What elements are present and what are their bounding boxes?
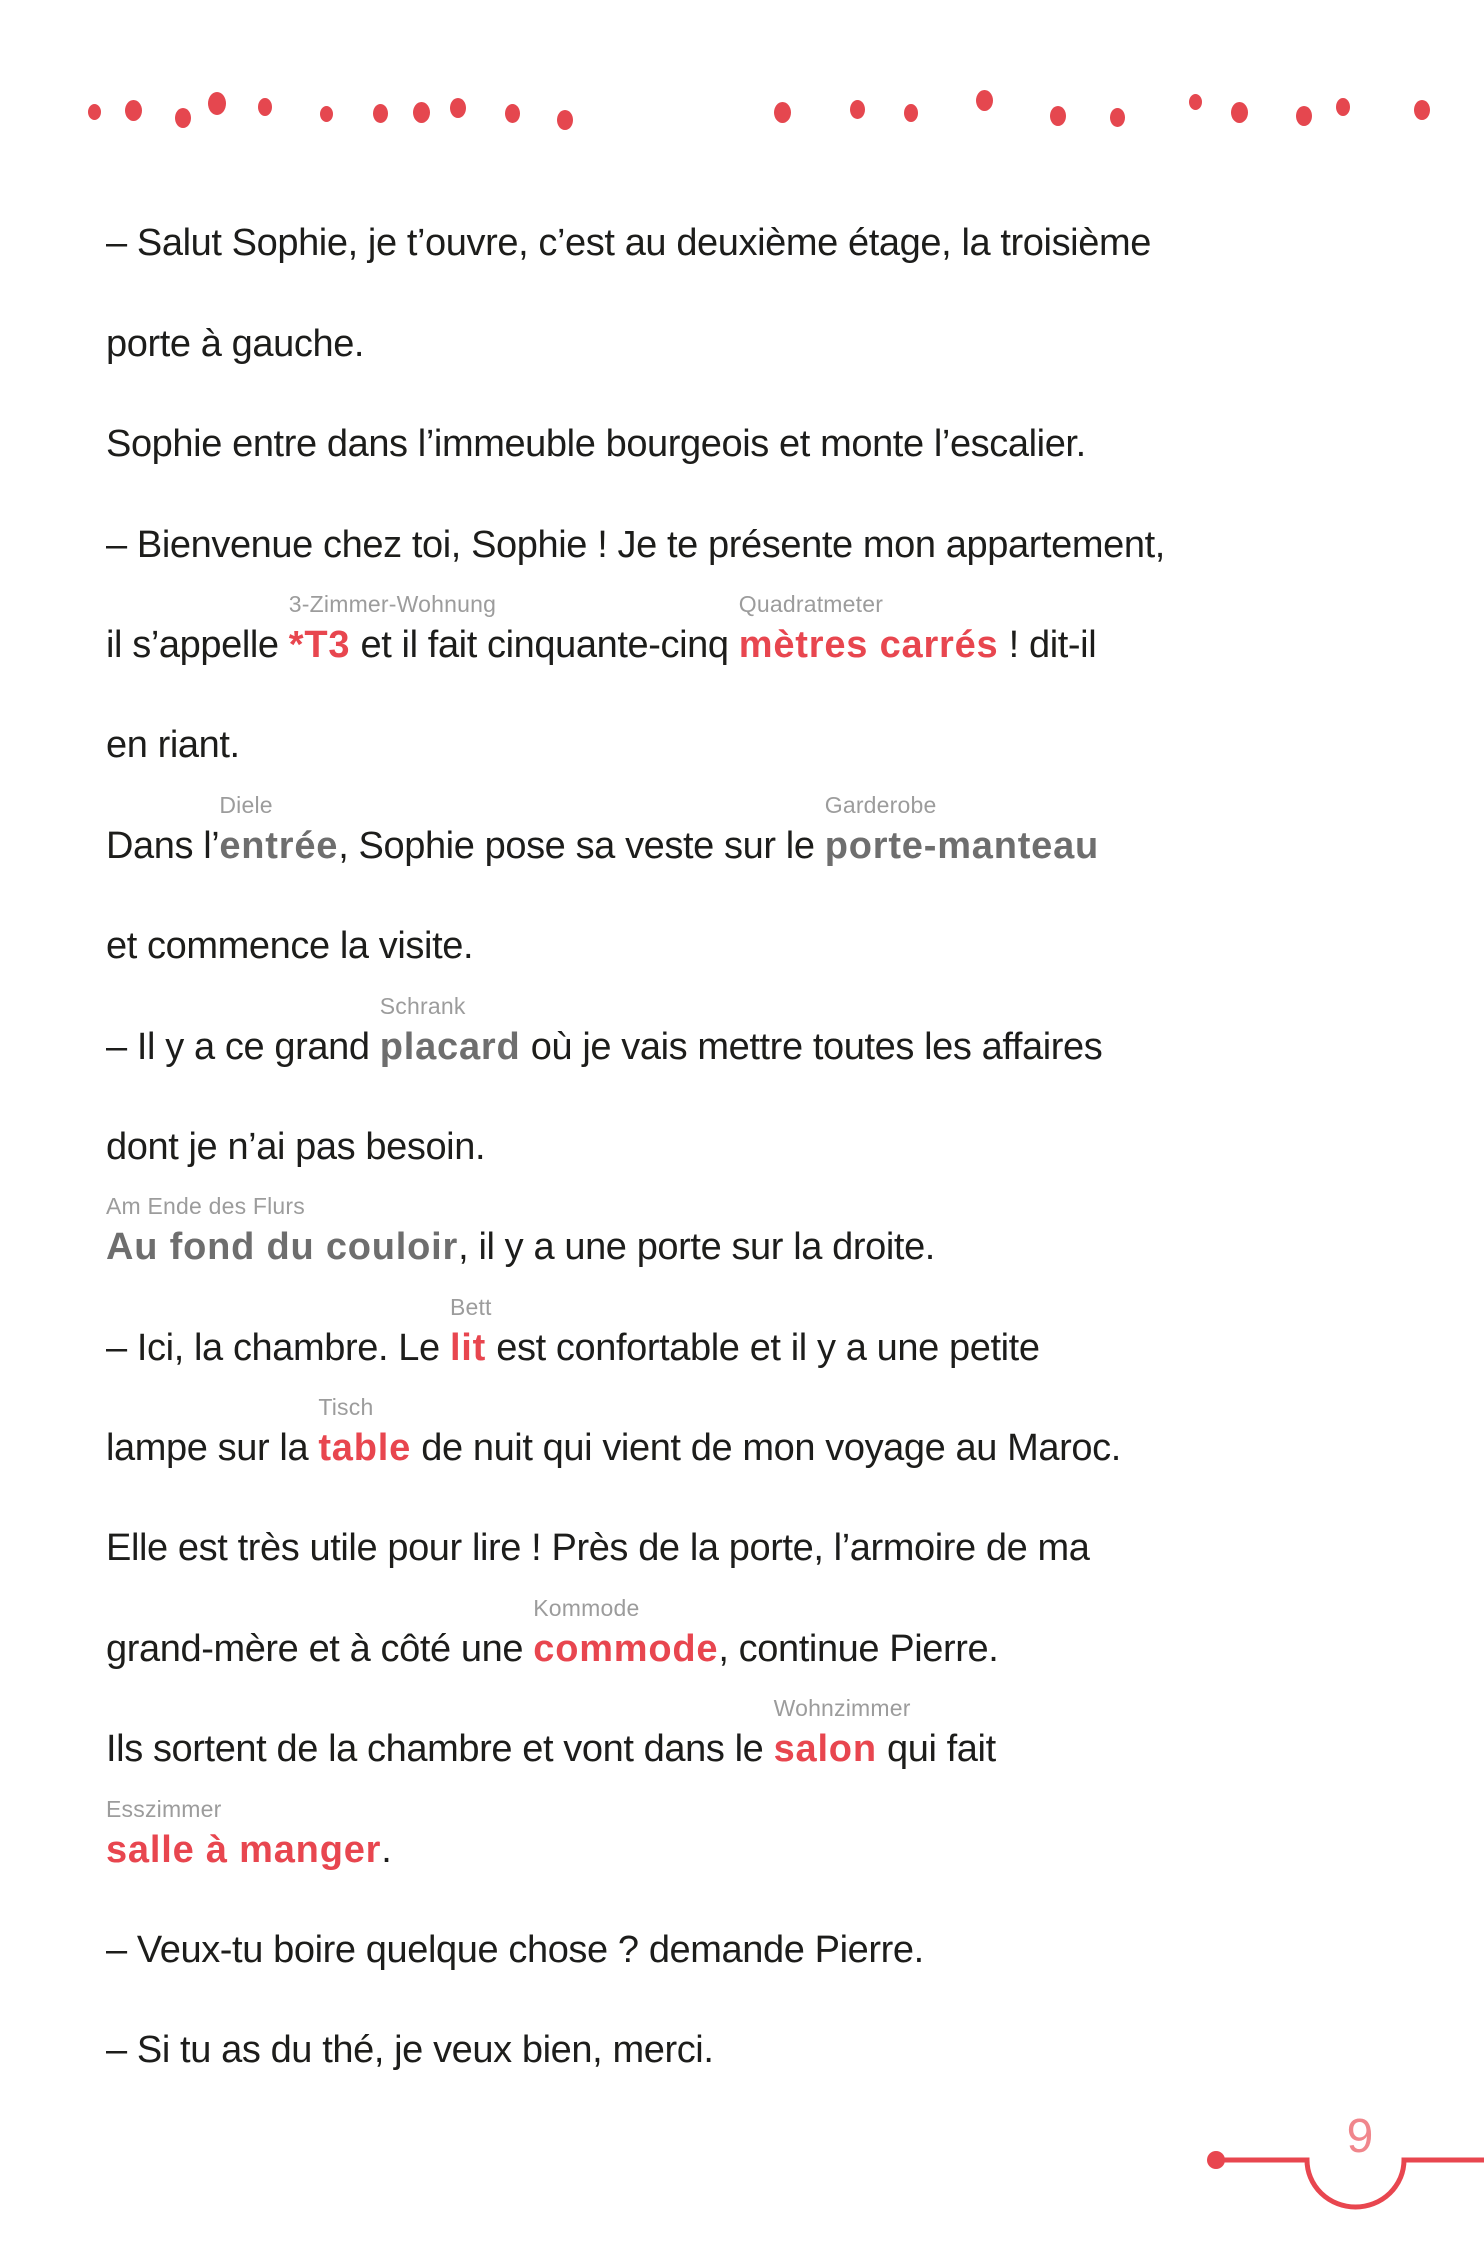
decorative-dot: [125, 100, 142, 121]
text-line-content: [106, 321, 364, 367]
german-annotation: Esszimmer: [106, 1795, 222, 1822]
text-line-content: [106, 220, 1151, 266]
german-annotation: Diele: [219, 791, 273, 818]
text-line-content: [106, 1124, 485, 1170]
text-segment: où je vais mettre toutes les affaires: [520, 1025, 1103, 1068]
text-segment: Elle est très utile pour lire ! Près de la porte, l’armoire de ma: [106, 1527, 1090, 1570]
text-segment: Sophie entre dans l’immeuble bourgeois et monte l’escalier.: [106, 423, 1086, 466]
text-segment: et commence la visite.: [106, 925, 474, 968]
text-segment: et il fait cinquante-cinq: [350, 623, 739, 666]
german-annotation: Quadratmeter: [738, 590, 884, 617]
text-line-content: [106, 1193, 935, 1270]
text-line: [106, 1170, 1426, 1270]
text-line-content: [106, 1594, 999, 1672]
decorative-dot: [208, 92, 226, 115]
text-line: [106, 1873, 1426, 1973]
text-line-content: [106, 1394, 1121, 1471]
vocab-word: 3-Zimmer-Wohnung *T3: [288, 590, 497, 666]
page-number: 9: [1346, 2110, 1374, 2163]
vocab-word: Tisch table: [318, 1394, 412, 1470]
german-annotation: Bett: [449, 1293, 492, 1320]
decorative-dot: [505, 104, 520, 123]
decorative-dot: [1336, 98, 1350, 116]
text-line-content: [106, 522, 1165, 568]
text-line: [106, 1571, 1426, 1671]
text-line: [106, 568, 1426, 668]
decorative-dot: [557, 110, 573, 130]
vocab-word: Schrank placard: [379, 992, 521, 1068]
text-line: [106, 1471, 1426, 1571]
vocab-word: Bett lit: [449, 1293, 492, 1369]
text-line-content: [106, 1293, 1040, 1371]
decorative-dot: [1189, 94, 1202, 110]
german-annotation: Kommode: [533, 1594, 640, 1621]
text-line-content: [106, 1525, 1090, 1571]
text-line-content: [106, 590, 1097, 668]
text-line: [106, 768, 1426, 868]
decorative-dot: [258, 98, 272, 116]
text-segment: , Sophie pose sa veste sur le: [338, 824, 825, 867]
text-line-content: [106, 1795, 392, 1873]
text-segment: – Il y a ce grand: [106, 1025, 380, 1068]
text-segment: – Bienvenue chez toi, Sophie ! Je te présente mon appartement,: [106, 523, 1165, 566]
text-line-content: [106, 923, 473, 969]
vocab-word: Garderobe porte-manteau: [824, 791, 1100, 867]
text-line-content: [106, 791, 1100, 869]
text-line: [106, 367, 1426, 467]
footer-line-path: [1216, 2160, 1484, 2207]
vocab-word: Am Ende des Flurs Au fond du couloir: [106, 1193, 459, 1269]
text-line-content: [106, 2027, 714, 2073]
decorative-dot: [1296, 106, 1312, 126]
decorative-dot: [1110, 108, 1125, 127]
text-block: [106, 166, 1426, 2073]
vocab-word: Kommode commode: [533, 1594, 719, 1670]
text-segment: , continue Pierre.: [718, 1627, 999, 1670]
vocab-word: Diele entrée: [219, 791, 339, 867]
decorative-dot: [450, 98, 466, 118]
text-line: [106, 1672, 1426, 1772]
vocab-word: Wohnzimmer salon: [773, 1695, 911, 1771]
german-annotation: Am Ende des Flurs: [106, 1193, 305, 1220]
decorative-dot: [320, 106, 333, 122]
text-segment: , il y a une porte sur la droite.: [458, 1226, 935, 1269]
text-line: [106, 969, 1426, 1069]
text-line: [106, 1973, 1426, 2073]
text-line-content: [106, 421, 1086, 467]
german-annotation: Garderobe: [824, 791, 937, 818]
text-line: [106, 668, 1426, 768]
text-line-content: [106, 992, 1103, 1070]
decorative-dots-row: [0, 86, 1484, 130]
vocab-word: Quadratmeter mètres carrés: [738, 590, 999, 666]
decorative-dot: [373, 104, 388, 123]
page-footer: [1202, 2098, 1484, 2218]
text-segment: – Veux-tu boire quelque chose ? demande Pierre.: [106, 1929, 924, 1972]
text-segment: est confortable et il y a une petite: [486, 1326, 1040, 1369]
text-line: [106, 166, 1426, 266]
text-segment: porte à gauche.: [106, 322, 365, 365]
decorative-dot: [1231, 102, 1248, 123]
german-annotation: Schrank: [379, 992, 466, 1019]
decorative-dot: [1050, 106, 1066, 126]
decorative-dot: [850, 100, 865, 119]
german-annotation: 3-Zimmer-Wohnung: [288, 590, 497, 617]
footer-line-decoration: [1202, 2098, 1484, 2218]
text-segment: grand-mère et à côté une: [106, 1627, 534, 1670]
text-segment: – Salut Sophie, je t’ouvre, c’est au deuxième étage, la troisième: [106, 222, 1151, 265]
decorative-dot: [88, 104, 101, 120]
decorative-dot: [774, 102, 791, 123]
decorative-dot: [413, 102, 430, 123]
text-line: [106, 1772, 1426, 1872]
text-segment: lampe sur la: [106, 1427, 319, 1470]
german-annotation: Wohnzimmer: [773, 1695, 911, 1722]
text-segment: ! dit-il: [998, 623, 1097, 666]
text-line: [106, 1070, 1426, 1170]
text-line: [106, 266, 1426, 366]
decorative-dot: [1414, 100, 1430, 120]
text-segment: Ils sortent de la chambre et vont dans le: [106, 1728, 774, 1771]
decorative-dot: [904, 104, 918, 122]
text-segment: il s’appelle: [106, 623, 289, 666]
text-segment: .: [381, 1828, 392, 1871]
decorative-dot: [175, 108, 191, 128]
text-line: [106, 869, 1426, 969]
text-line: [106, 1371, 1426, 1471]
text-line: [106, 467, 1426, 567]
text-line-content: [106, 1695, 996, 1772]
text-segment: dont je n’ai pas besoin.: [106, 1125, 486, 1168]
text-segment: Dans l’: [106, 824, 220, 867]
text-line-content: [106, 722, 240, 768]
text-segment: – Ici, la chambre. Le: [106, 1326, 450, 1369]
text-line: [106, 1270, 1426, 1370]
text-segment: en riant.: [106, 724, 240, 767]
vocab-word: Esszimmer salle à manger: [106, 1795, 382, 1871]
text-segment: qui fait: [876, 1728, 996, 1771]
text-line-content: [106, 1927, 924, 1973]
german-annotation: Tisch: [318, 1394, 374, 1421]
text-segment: de nuit qui vient de mon voyage au Maroc.: [411, 1427, 1121, 1470]
text-segment: – Si tu as du thé, je veux bien, merci.: [106, 2029, 714, 2072]
decorative-dot: [976, 90, 993, 111]
